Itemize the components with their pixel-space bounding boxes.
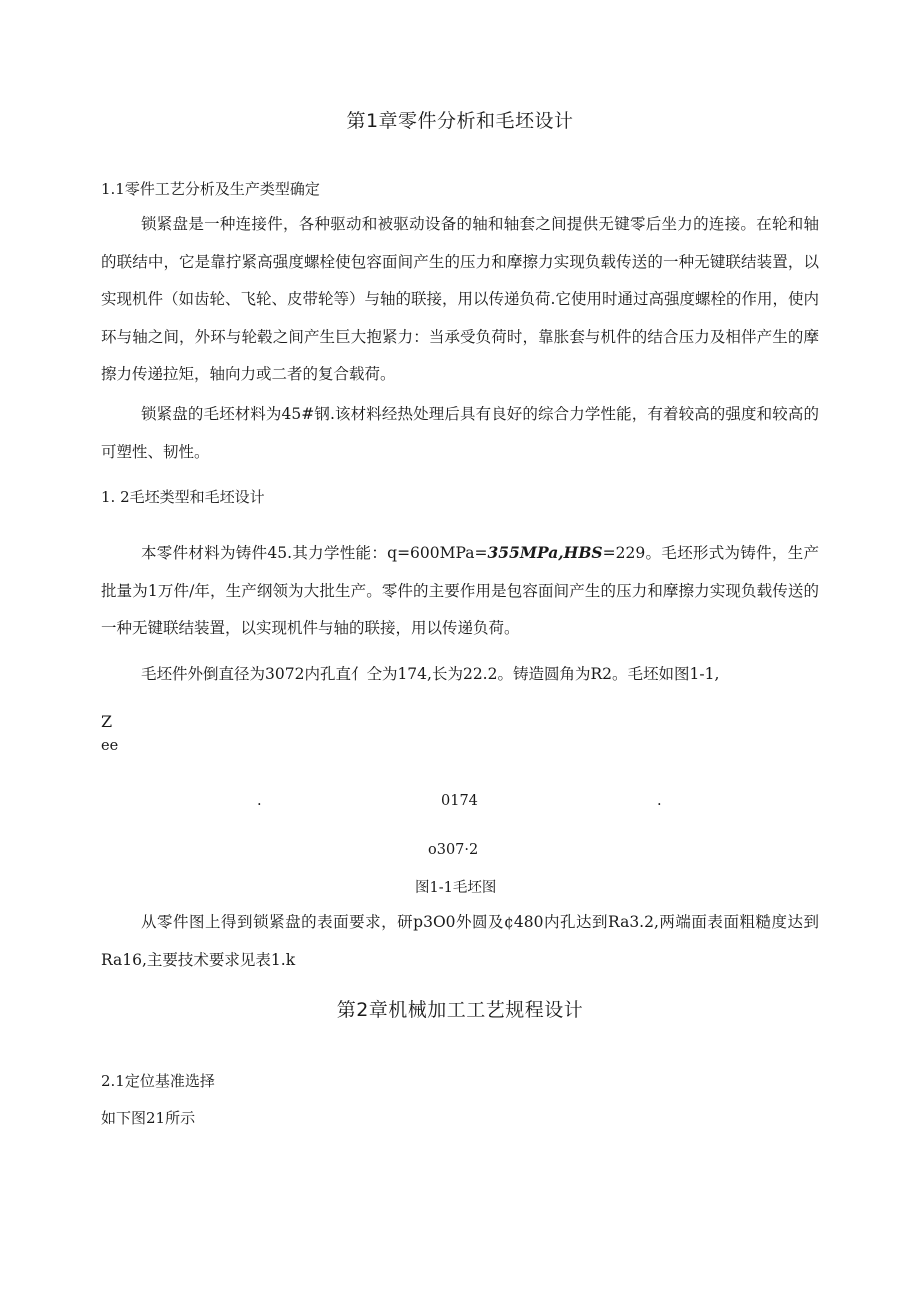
section-1-1-heading: 1.1零件工艺分析及生产类型确定 <box>101 180 320 198</box>
section-1-1-paragraph-2: 锁紧盘的毛坯材料为45#钢.该材料经热处理后具有良好的综合力学性能，有着较高的强度和较高的可塑性、韧性。 <box>101 405 819 461</box>
figure-dot-right: . <box>657 793 662 809</box>
figure-inner-diameter: 0174 <box>441 793 478 809</box>
section-2-1-line: 如下图21所示 <box>101 1109 196 1127</box>
section-1-2-paragraph-2: 毛坯件外倒直径为3072内孔直亻仝为174,长为22.2。铸造圆角为R2。毛坯如图1-1, <box>141 665 720 683</box>
chapter-1-title: 第1章零件分析和毛坯设计 <box>346 110 574 132</box>
chapter-2-title: 第2章机械加工工艺规程设计 <box>336 999 584 1021</box>
section-1-1-paragraph-1: 锁紧盘是一种连接件，各种驱动和被驱动设备的轴和轴套之间提供无键零后坐力的连接。在轮和轴的联结中，它是靠拧紧高强度螺栓使包容面间产生的压力和摩擦力实现负载传送的一种无键联结装置，以实现机件（如齿轮、飞轮、皮带轮等）与轴的联接，用以传递负荷.它使用时通过高强度螺栓的作用，使内环与轴之间，外环与轮毂之间产生巨大抱紧力：当承受负荷时，靠胀套与机件的结合压力及相伴产生的摩擦力传递拉矩，轴向力或二者的复合载荷。 <box>101 215 819 383</box>
section-2-1-heading: 2.1定位基准选择 <box>101 1072 215 1090</box>
figure-dot-left: . <box>257 793 262 809</box>
figure-outer-diameter: o307·2 <box>428 842 479 858</box>
figure-mark-ee: ee <box>101 738 119 754</box>
figure-caption: 图1-1毛坯图 <box>415 880 497 896</box>
figure-mark-z: Z <box>101 712 113 731</box>
section-1-2-paragraph-1: 本零件材料为铸件45.其力学性能：q=600MPa=355MPa,HBS=229。毛坯形式为铸件，生产批量为1万件/年，生产纲领为大批生产。零件的主要作用是包容面间产生的压力和摩擦力实现负载传送的一种无键联结装置，以实现机件与轴的联接，用以传递负荷。 <box>101 543 819 637</box>
section-1-2-heading: 1. 2毛坯类型和毛坯设计 <box>101 488 265 506</box>
surface-requirements-paragraph: 从零件图上得到锁紧盘的表面要求，研p3O0外圆及¢480内孔达到Ra3.2,两端面表面粗糙度达到Ra16,主要技术要求见表1.k <box>101 913 819 969</box>
